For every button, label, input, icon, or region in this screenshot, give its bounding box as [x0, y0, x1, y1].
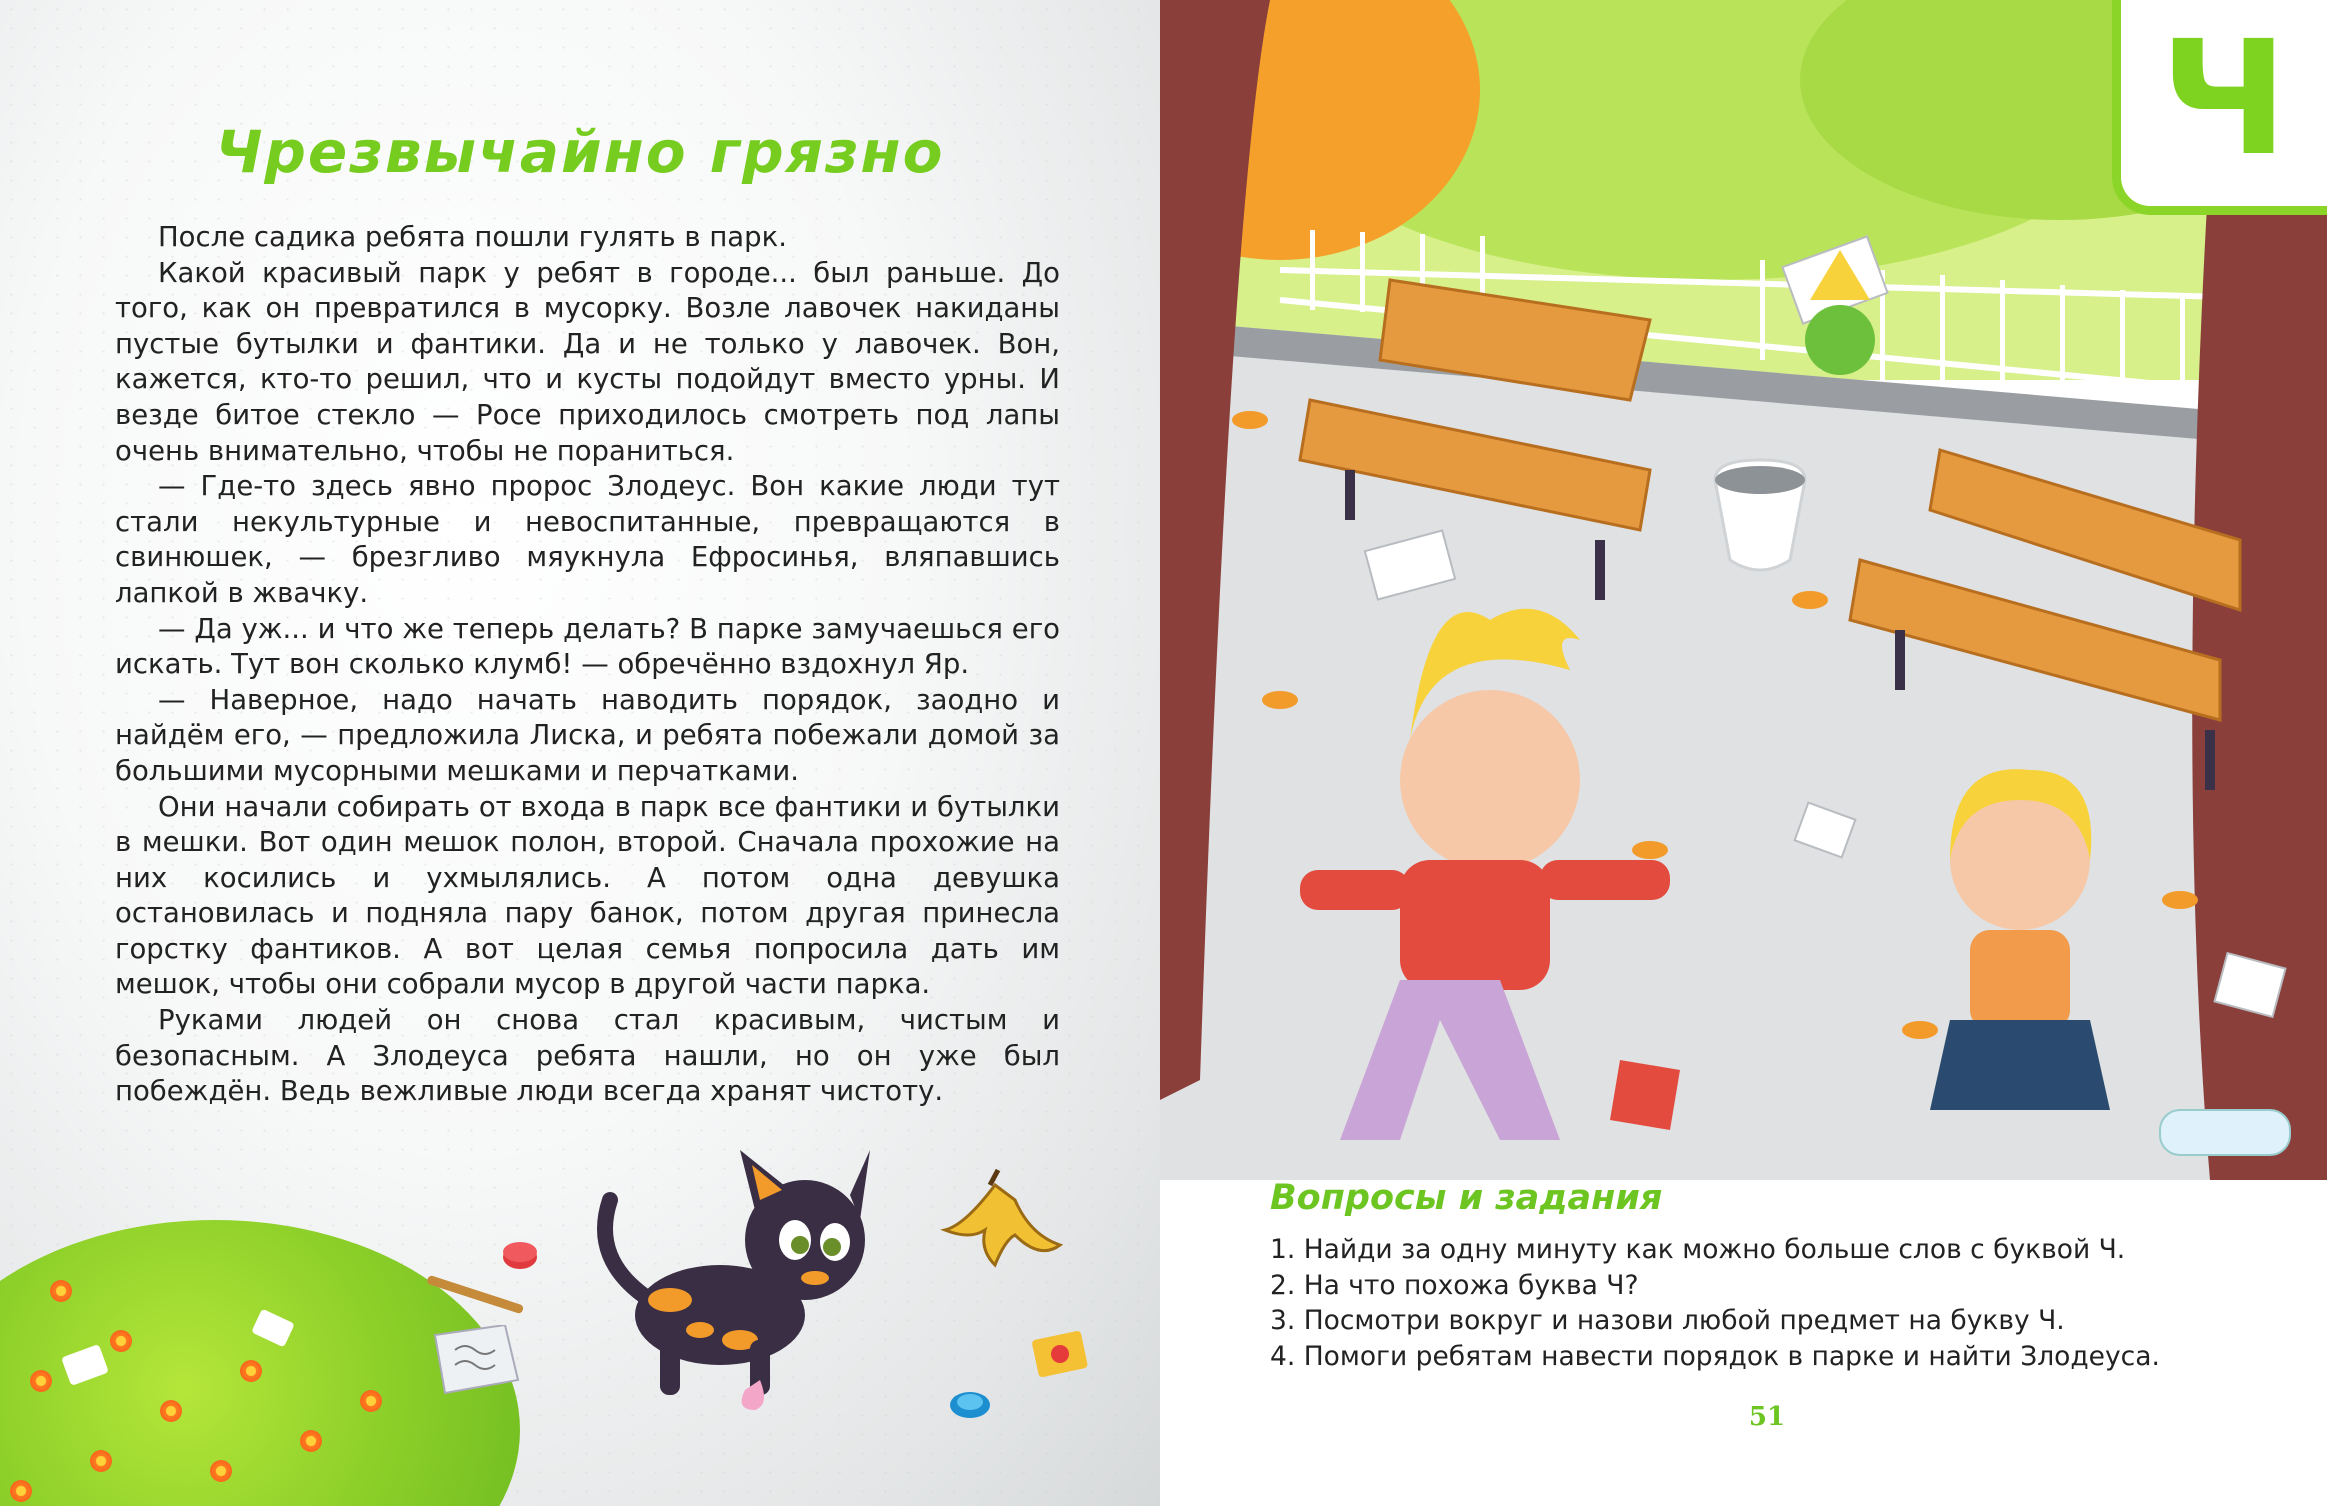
flower-icon: [240, 1360, 262, 1382]
story-paragraph: — Наверное, надо начать наводить порядок, заодно и найдём его, — предложила Лиска, и ребята побежали домой за большими мусорными мешками и перчатками.: [115, 683, 1060, 787]
page-number: 51: [1748, 1402, 1786, 1432]
story-text: [115, 220, 1060, 1110]
bottle-cap-icon: [945, 1385, 995, 1425]
flower-icon: [10, 1480, 32, 1502]
cat-efrosinya-illustration: [560, 1150, 890, 1410]
story-paragraph: — Да уж... и что же теперь делать? В парке замучаешься его искать. Тут вон сколько клумб! — обречённо вздохнул Яр.: [115, 612, 1060, 681]
story-paragraph: После садика ребята пошли гулять в парк.: [158, 221, 787, 253]
story-paragraph: Какой красивый парк у ребят в городе... был раньше. До того, как он превратился в мусорку. Возле лавочек накиданы пустые бутылки и фантики. Да и не только у лавочек. Вон, кажется, кто-то решил, что и кусты подойдут вместо урны. И везде битое стекло — Росе приходилось смотреть под лапы очень внимательно, чтобы не пораниться.: [115, 256, 1060, 467]
letter-badge: [2112, 0, 2327, 215]
question-item: 4. Помоги ребятам навести порядок в парке и найти Злодеуса.: [1270, 1340, 2160, 1372]
paper-litter-icon: [61, 1344, 109, 1386]
story-paragraph: Руками людей он снова стал красивым, чистым и безопасным. А Злодеуса ребята нашли, но он уже был побеждён. Ведь вежливые люди всегда хранят чистоту.: [115, 1004, 1060, 1108]
crumpled-paper-icon: [430, 1325, 520, 1395]
flower-icon: [360, 1390, 382, 1412]
bottle-cap-icon: [500, 1235, 540, 1275]
question-item: 3. Посмотри вокруг и назови любой предмет на букву Ч.: [1270, 1305, 2065, 1337]
left-page: [0, 0, 1160, 1506]
flower-icon: [110, 1330, 132, 1352]
letter-glyph: Ч: [2160, 7, 2288, 191]
flower-icon: [50, 1280, 72, 1302]
questions-list: [1270, 1232, 2270, 1374]
paper-litter-icon: [251, 1309, 295, 1348]
snack-wrapper-icon: [1030, 1330, 1090, 1380]
right-page: [1160, 0, 2327, 1506]
flower-icon: [90, 1450, 112, 1472]
questions-heading: Вопросы и задания: [1270, 1178, 1663, 1218]
banana-peel-icon: [935, 1165, 1065, 1275]
question-item: 2. На что похожа буква Ч?: [1270, 1269, 1639, 1301]
flower-icon: [300, 1430, 322, 1452]
story-title: Чрезвычайно грязно: [215, 118, 945, 186]
flower-icon: [30, 1370, 52, 1392]
story-paragraph: Они начали собирать от входа в парк все фантики и бутылки в мешки. Вот один мешок полон, второй. Сначала прохожие на них косились и ухмылялись. А потом одна девушка остановилась и подняла пару банок, потом другая принесла горстку фантиков. А вот целая семья попросила дать им мешок, чтобы они собрали мусор в другой части парка.: [115, 790, 1060, 1001]
story-paragraph: — Где-то здесь явно пророс Злодеус. Вон какие люди тут стали некультурные и невоспитанные, превращаются в свинюшек, — брезгливо мяукнула Ефросинья, вляпавшись лапкой в жвачку.: [115, 470, 1060, 609]
question-item: 1. Найди за одну минуту как можно больше слов с буквой Ч.: [1270, 1234, 2126, 1265]
flower-icon: [210, 1460, 232, 1482]
stick-icon: [425, 1275, 525, 1315]
flower-icon: [160, 1400, 182, 1422]
